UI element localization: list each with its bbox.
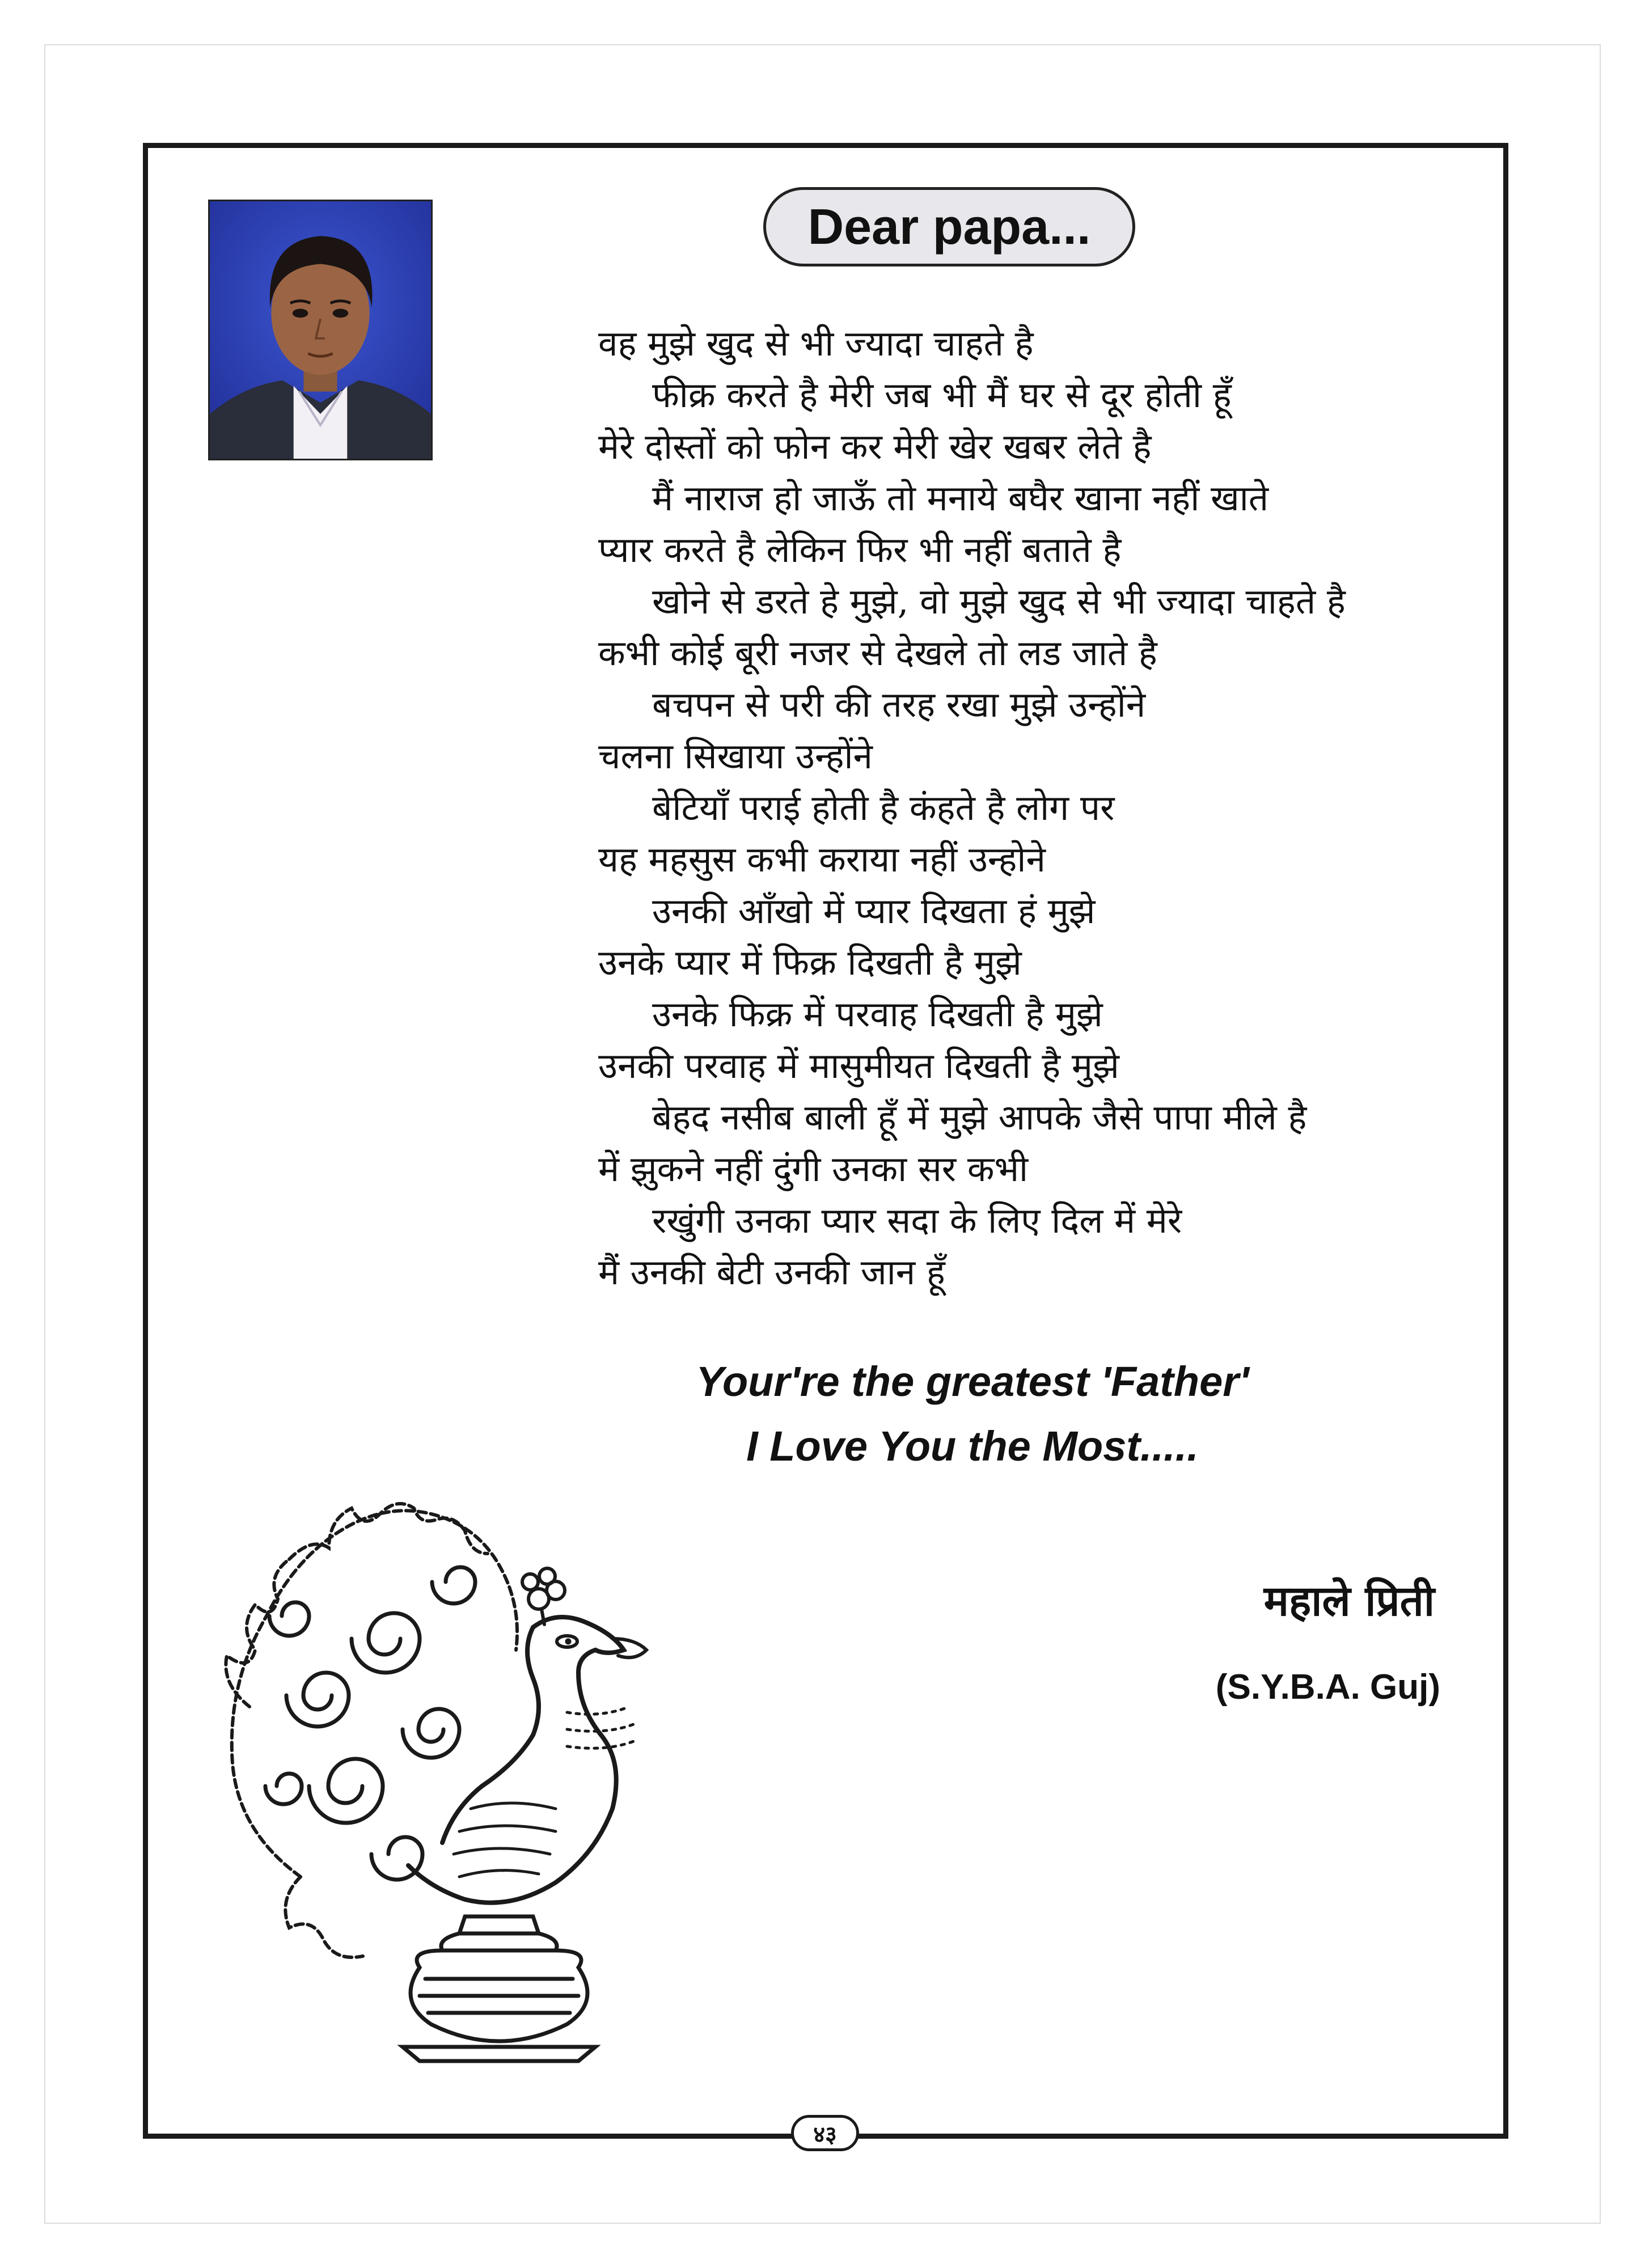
peacock-illustration bbox=[215, 1469, 714, 2070]
poem-line: यह महसुस कभी कराया नहीं उन्होने bbox=[598, 839, 1046, 880]
author-name: महाले प्रिती bbox=[1263, 1577, 1435, 1626]
poem-line: मैं उनकी बेटी उनकी जान हूँ bbox=[598, 1251, 945, 1293]
poem-line: मेरे दोस्तों को फोन कर मेरी खेर खबर लेते है bbox=[598, 426, 1152, 467]
poem-line: मैं नाराज हो जाऊँ तो मनाये बघैर खाना नहीं खाते bbox=[652, 477, 1269, 519]
poem-line: बेहद नसीब बाली हूँ में मुझे आपके जैसे पापा मीले है bbox=[652, 1097, 1307, 1138]
page-title: Dear papa... bbox=[763, 187, 1135, 266]
poem-line: बेटियाँ पराई होती है कंहते है लोग पर bbox=[652, 787, 1115, 828]
poem-line: उनकी परवाह में मासुमीयत दिखती है मुझे bbox=[598, 1045, 1119, 1086]
poem-line: रखुंगी उनका प्यार सदा के लिए दिल में मेरे bbox=[652, 1200, 1182, 1241]
poem-line: चलना सिखाया उन्होंने bbox=[598, 735, 873, 777]
closing-dedication bbox=[598, 1349, 1347, 1479]
poem-line: कभी कोई बूरी नजर से देखले तो लड जाते है bbox=[598, 632, 1157, 674]
poem-line: उनकी आँखो में प्यार दिखता हं मुझे bbox=[652, 890, 1096, 932]
poem-line: खोने से डरते हे मुझे, वो मुझे खुद से भी ज्यादा चाहते है bbox=[652, 581, 1346, 622]
author-class: (S.Y.B.A. Guj) bbox=[1215, 1668, 1440, 1707]
student-photo bbox=[208, 200, 433, 460]
poem-line: उनके प्यार में फिक्र दिखती है मुझे bbox=[598, 942, 1022, 983]
portrait-icon bbox=[210, 201, 431, 459]
closing-line: Your're the greatest 'Father' bbox=[696, 1358, 1249, 1405]
poem-text bbox=[598, 318, 1449, 1298]
peacock-on-pot-icon bbox=[215, 1469, 714, 2070]
page-number: ४३ bbox=[791, 2115, 859, 2151]
poem-line: बचपन से परी की तरह रखा मुझे उन्होंने bbox=[652, 684, 1146, 725]
closing-line: I Love You the Most..... bbox=[746, 1423, 1199, 1470]
poem-line: में झुकने नहीं दुंगी उनका सर कभी bbox=[598, 1148, 1029, 1190]
poem-line: फीक्र करते है मेरी जब भी मैं घर से दूर होती हूँ bbox=[652, 374, 1232, 416]
poem-line: प्यार करते है लेकिन फिर भी नहीं बताते है bbox=[598, 529, 1122, 570]
poem-line: उनके फिक्र में परवाह दिखती है मुझे bbox=[652, 993, 1103, 1035]
poem-line: वह मुझे खुद से भी ज्यादा चाहते है bbox=[598, 323, 1034, 364]
